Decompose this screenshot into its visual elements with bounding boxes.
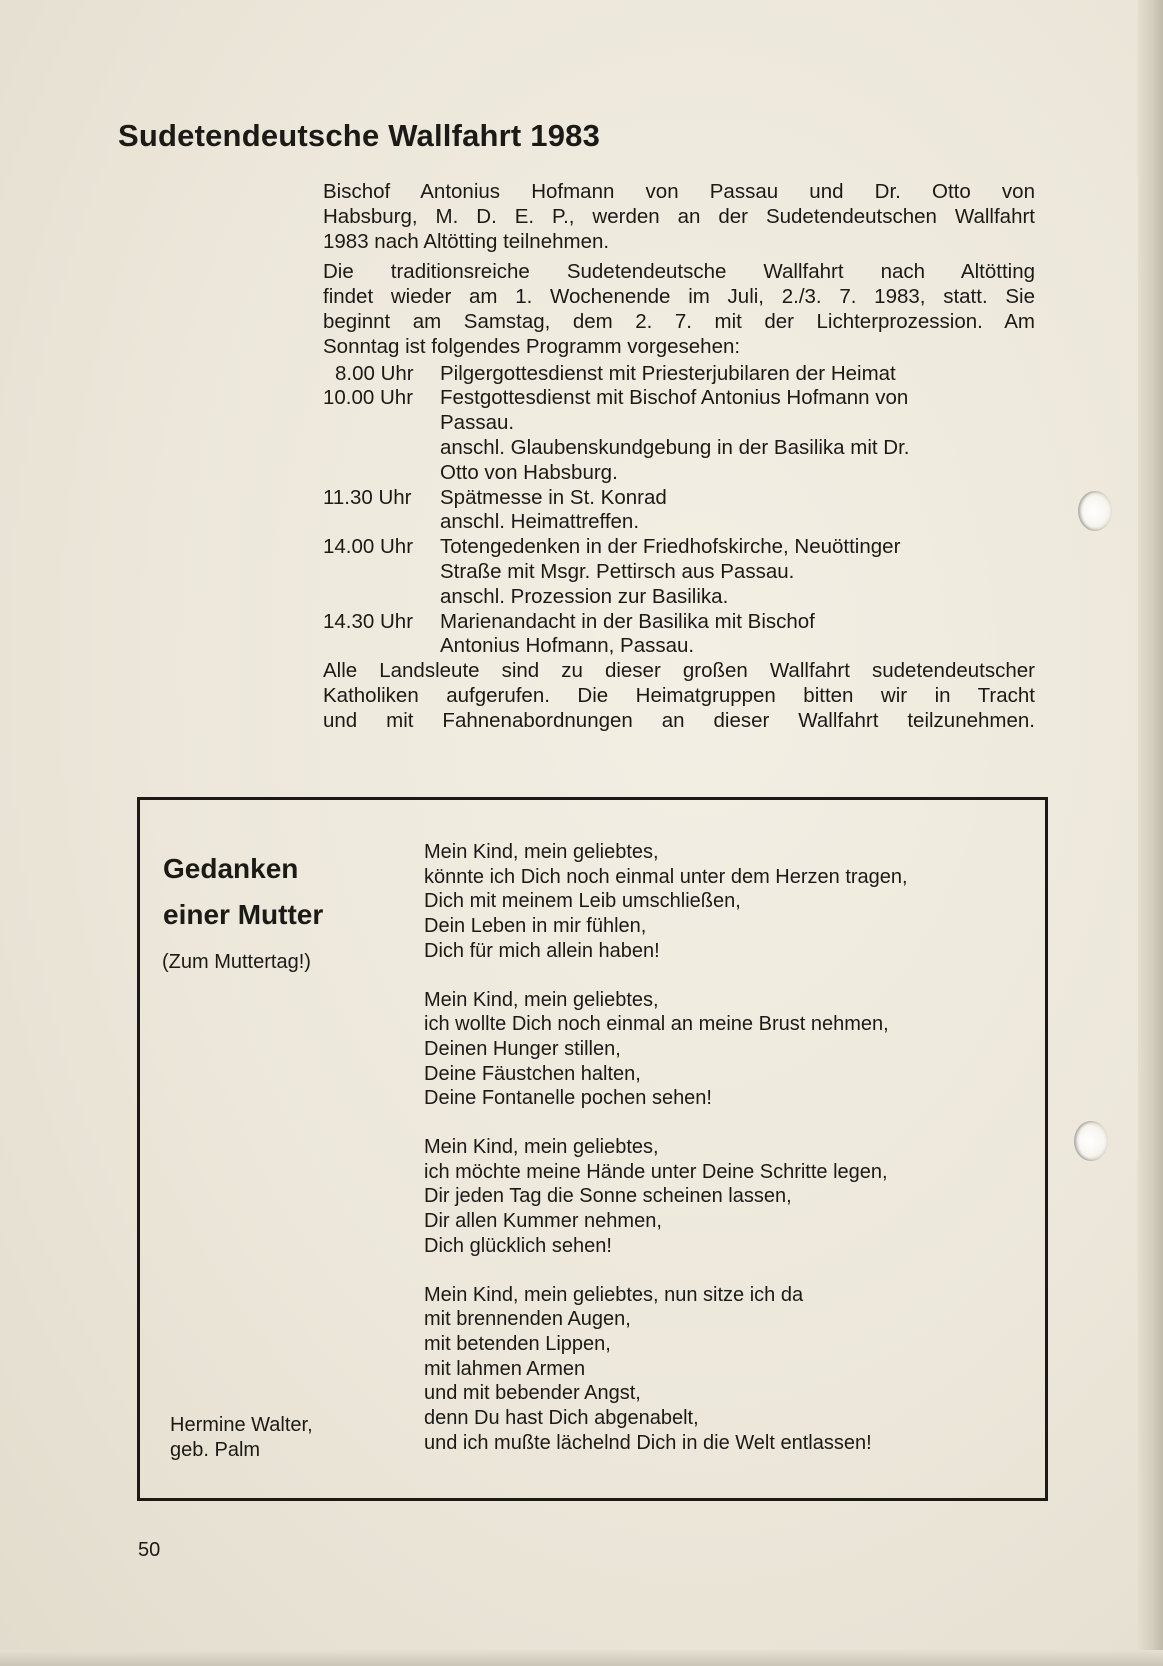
text-line: Habsburg, M. D. E. P., werden an der Sudetendeutschen Wallfahrt [323,204,1035,228]
poem-line: ich möchte meine Hände unter Deine Schritte legen, [424,1160,888,1183]
article-body [323,180,1035,734]
program-text: Otto von Habsburg. [440,460,618,484]
program-text: Straße mit Msgr. Pettirsch aus Passau. [440,559,795,583]
program-text: Pilgergottesdienst mit Priesterjubilaren der Heimat [440,361,896,385]
text-line: und mit Fahnenabordnungen an dieser Wallfahrt teilzunehmen. [323,708,1035,732]
program-time: 14.00 Uhr [323,535,414,559]
program-item [323,362,1035,387]
program-text: anschl. Glaubenskundgebung in der Basilika mit Dr. [440,435,910,459]
article-closing [323,659,1035,733]
text-line: Katholiken aufgerufen. Die Heimatgruppen bitten wir in Tracht [323,683,1035,707]
poem-line: mit brennenden Augen, [424,1308,631,1331]
poem-line: Mein Kind, mein geliebtes, [424,988,659,1011]
poem-line: mit betenden Lippen, [424,1332,611,1355]
poem-line: Mein Kind, mein geliebtes, [424,1136,659,1159]
poem-line: Mein Kind, mein geliebtes, [424,841,659,863]
poem-line: denn Du hast Dich abgenabelt, [424,1407,699,1430]
poem-line: Dein Leben in mir fühlen, [424,915,647,938]
program-item [323,535,1035,609]
program-time: 11.30 Uhr [323,485,412,509]
poem-line: Deine Fontanelle pochen sehen! [424,1087,712,1110]
poem-subtitle: (Zum Muttertag!) [162,951,311,973]
poem-title-line: einer Mutter [163,899,324,930]
punch-hole [1078,491,1112,531]
poem-title [163,846,323,938]
text-line: Sonntag ist folgendes Programm vorgesehen: [323,334,741,358]
poem-line: Deinen Hunger stillen, [424,1037,621,1060]
text-line: Die traditionsreiche Sudetendeutsche Wallfahrt nach Altötting [323,260,1035,284]
program-text: Spätmesse in St. Konrad [440,485,667,509]
program-time: 10.00 Uhr [323,386,414,410]
poem-line: Dir jeden Tag die Sonne scheinen lassen, [424,1185,792,1208]
poem-line: Dich glücklich sehen! [424,1234,612,1257]
poem-line: könnte ich Dich noch einmal unter dem Herzen tragen, [424,865,908,888]
program-text: Totengedenken in der Friedhofskirche, Neuöttinger [440,535,901,559]
page-number: 50 [138,1539,161,1561]
program-item [323,610,1035,660]
poem-stanza [424,988,1024,1112]
page-edge [1138,0,1163,1666]
program-text: Festgottesdienst mit Bischof Antonius Hofmann von [440,386,909,410]
program-item [323,486,1035,536]
poem-stanza [424,1135,1024,1259]
poem-line: und mit bebender Angst, [424,1382,641,1405]
poem-stanza [424,840,1024,964]
poem-text [424,840,1024,1479]
author-line: geb. Palm [170,1439,261,1461]
program-text: Antonius Hofmann, Passau. [440,634,695,658]
poem-line: Dich mit meinem Leib umschließen, [424,890,741,913]
poem-line: Dir allen Kummer nehmen, [424,1210,662,1233]
text-line: findet wieder am 1. Wochenende im Juli, 2./3. 7. 1983, statt. Sie [323,285,1035,309]
text-line: beginnt am Samstag, dem 2. 7. mit der Lichterprozession. Am [323,309,1035,333]
article-headline: Sudetendeutsche Wallfahrt 1983 [118,118,601,153]
poem-line: Deine Fäustchen halten, [424,1062,641,1085]
program-text: anschl. Heimattreffen. [440,510,640,534]
program-time: 14.30 Uhr [323,609,414,633]
punch-hole [1074,1121,1108,1161]
poem-line: mit lahmen Armen [424,1357,586,1380]
article-paragraph [323,260,1035,359]
program-text: anschl. Prozession zur Basilika. [440,584,729,608]
poem-line: und ich mußte lächelnd Dich in die Welt entlassen! [424,1431,872,1454]
program-item [323,386,1035,485]
poem-stanza [424,1283,1024,1456]
page-bottom-edge [0,1650,1163,1666]
program-text: Marienandacht in der Basilika mit Bischof [440,609,815,633]
text-line: Alle Landsleute sind zu dieser großen Wallfahrt sudetendeutscher [323,659,1035,683]
poem-line: Mein Kind, mein geliebtes, nun sitze ich da [424,1283,804,1306]
program-time: 8.00 Uhr [335,361,414,385]
program-text: Passau. [440,411,515,435]
poem-line: Dich für mich allein haben! [424,939,660,962]
poem-line: ich wollte Dich noch einmal an meine Brust nehmen, [424,1013,889,1036]
poem-author [170,1413,313,1463]
program-list [323,362,1035,660]
article-intro [323,180,1035,254]
text-line: Bischof Antonius Hofmann von Passau und Dr. Otto von [323,180,1035,203]
text-line: 1983 nach Altötting teilnehmen. [323,229,610,253]
poem-title-line: Gedanken [163,853,299,884]
author-line: Hermine Walter, [170,1414,313,1436]
